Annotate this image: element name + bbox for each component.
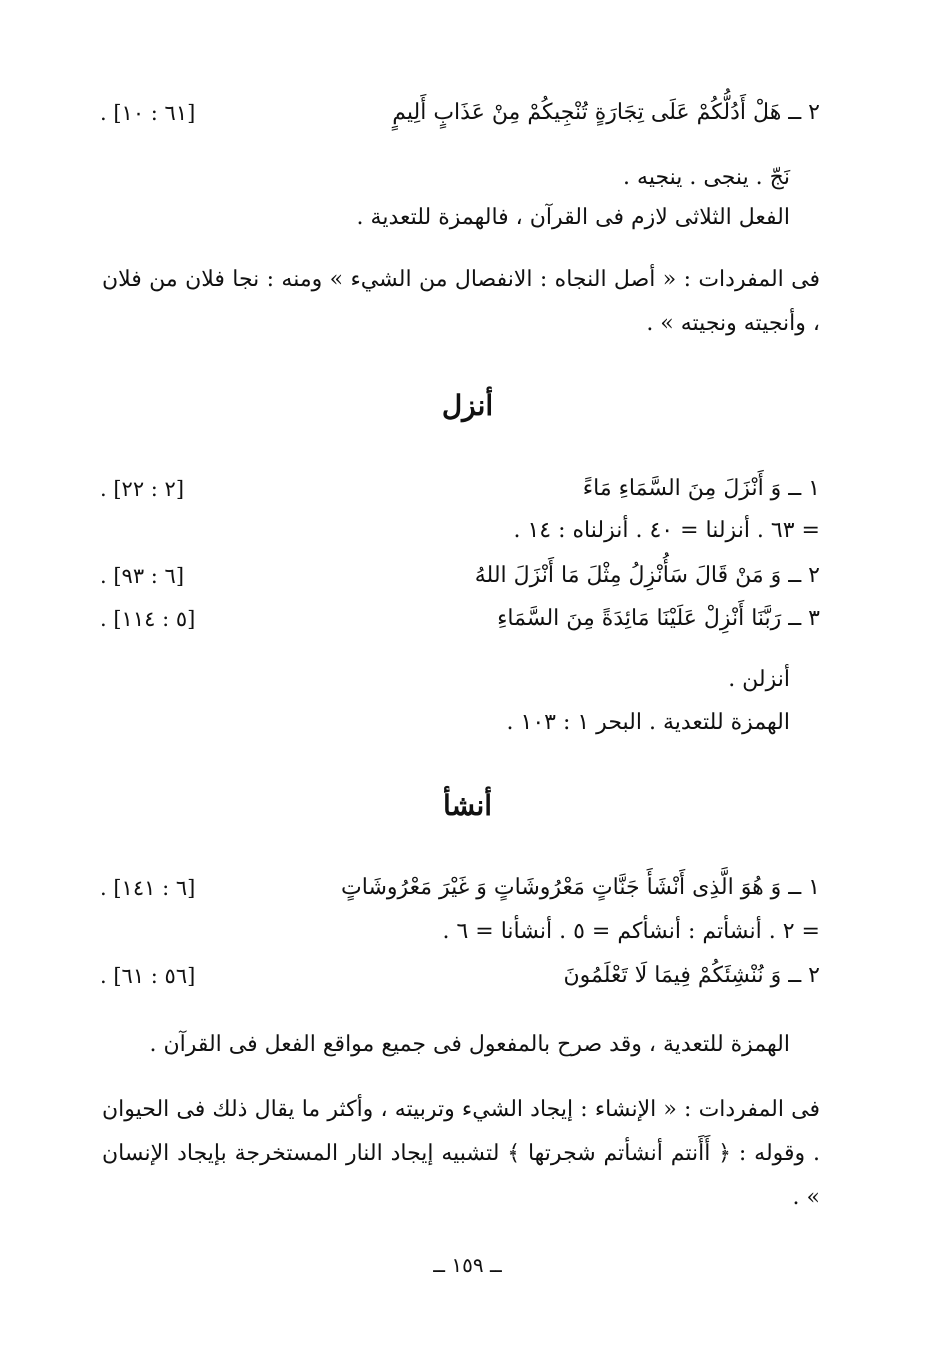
section-heading-ansha: أنشأ	[442, 789, 493, 822]
verse-line: ١ ــ وَ هُوَ الَّذِى أَنْشَأَ جَنَّاتٍ مَعْرُوشَاتٍ وَ غَيْرَ مَعْرُوشَاتٍ	[341, 875, 820, 900]
verse-line: ٣ ــ رَبَّنَا أَنْزِلْ عَلَيْنَا مَائِدَةً مِنَ السَّمَاءِ	[497, 606, 820, 631]
mufradat-quote: فى المفردات : « أصل النجاه : الانفصال من الشيء » ومنه : نجا فلان من فلان ، وأنجيته ونجيته » .	[102, 267, 820, 336]
verse-reference: [٦١ : ١٠] .	[100, 101, 196, 125]
grammar-note: الهمزة للتعدية . البحر ١ : ١٠٣ .	[506, 710, 790, 735]
verse-reference: [٦ : ٩٣] .	[100, 564, 185, 588]
section-heading-anzala: أنزل	[441, 389, 494, 422]
page-number: ــ ١٥٩ ــ	[433, 1253, 502, 1277]
verb-note: الفعل الثلاثى لازم فى القرآن ، فالهمزة للتعدية .	[356, 205, 790, 230]
word-forms: نَجّ . ينجى . ينجيه .	[623, 165, 790, 190]
verse-line: ١ ــ وَ أَنْزَلَ مِنَ السَّمَاءِ مَاءً	[582, 476, 820, 501]
occurrence-counts: = ٦٣ . أنزلنا = ٤٠ . أنزلناه : ١٤ .	[513, 518, 820, 543]
word-forms: أنزلن .	[728, 667, 790, 692]
mufradat-quote: فى المفردات : « الإنشاء : إيجاد الشيء وتربيته ، وأكثر ما يقال ذلك فى الحيوان . وقوله : ﴿ أَأَنتم أنشأتم شجرتها ﴾ لتشبيه إيجاد النار المستخرجة بإيجاد الإنسان » .	[102, 1097, 820, 1210]
verse-reference: [٢ : ٢٢] .	[100, 477, 185, 501]
verse-line: ٢ ــ وَ مَنْ قَالَ سَأُنْزِلُ مِثْلَ مَا أَنْزَلَ اللهُ	[474, 563, 820, 588]
verse-line: ٢ ــ وَ نُنْشِئَكُمْ فِيمَا لَا تَعْلَمُونَ	[563, 963, 820, 988]
grammar-note: الهمزة للتعدية ، وقد صرح بالمفعول فى جميع مواقع الفعل فى القرآن .	[149, 1032, 790, 1057]
verse-reference: [٥٦ : ٦١] .	[100, 964, 196, 988]
verse-reference: [٦ : ١٤١] .	[100, 876, 196, 900]
verse-reference: [٥ : ١١٤] .	[100, 607, 196, 631]
occurrence-counts: = ٢ . أنشأتم : أنشأكم = ٥ . أنشأنا = ٦ .	[442, 919, 820, 944]
verse-line: ٢ ــ هَلْ أَدُلُّكُمْ عَلَى تِجَارَةٍ تُنْجِيكُمْ مِنْ عَذَابٍ أَلِيمٍ	[392, 100, 820, 125]
